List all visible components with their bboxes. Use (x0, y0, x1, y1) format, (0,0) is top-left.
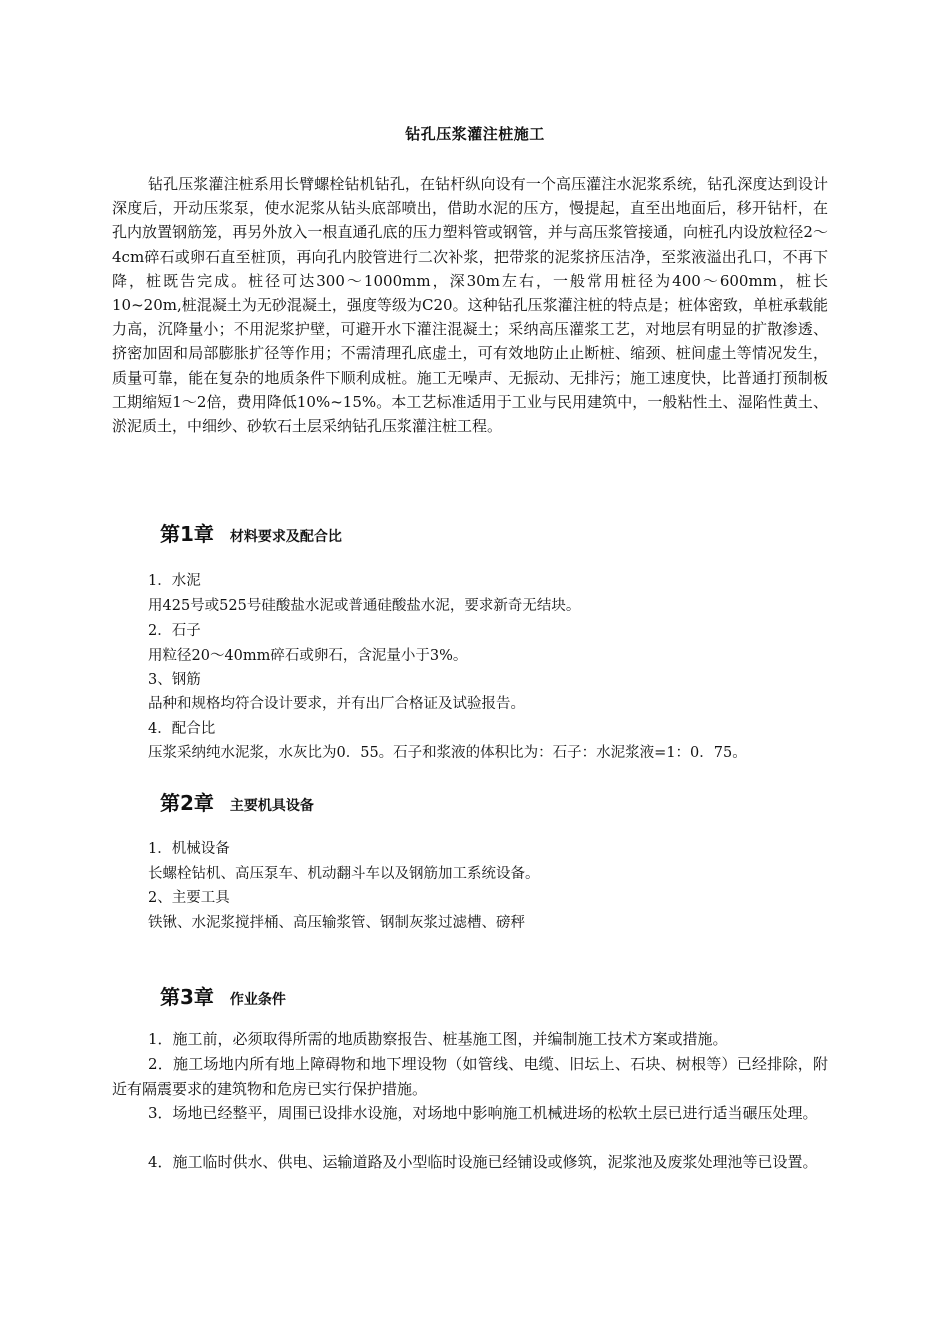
ch1-line: 品种和规格均符合设计要求，并有出厂合格证及试验报告。 (148, 696, 525, 712)
chapter-3-heading (160, 981, 286, 1010)
ch1-line: 用粒径20～40mm碎石或卵石，含泥量小于3%。 (148, 648, 468, 664)
ch2-line: 2、主要工具 (148, 890, 230, 906)
ch3-item: 1．施工前，必须取得所需的地质勘察报告、桩基施工图，并编制施工技术方案或措施。 (148, 1030, 728, 1048)
ch1-line: 4．配合比 (148, 721, 216, 737)
chapter-2-heading (160, 787, 314, 816)
intro-paragraph: 钻孔压浆灌注桩系用长臂螺栓钻机钻孔，在钻杆纵向设有一个高压灌注水泥浆系统，钻孔深度达到设计深度后，开动压浆泵，使水泥浆从钻头底部喷出，借助水泥的压方，慢提起，直至出地面后，移开钻杆，在孔内放置钢筋笼，再另外放入一根直通孔底的压力塑料管或钢管，并与高压浆管接通，向桩孔内设放粒径2～4cm碎石或卵石直至桩顶，再向孔内胶管进行二次补浆，把带浆的泥浆挤压洁净，至浆液溢出孔口，不再下降，桩既告完成。桩径可达300～1000mm，深30m左右，一般常用桩径为400～600mm，桩长10~20m,桩混凝土为无砂混凝土，强度等级为C20。这种钻孔压浆灌注桩的特点是；桩体密致，单桩承载能力高，沉降量小；不用泥浆护壁，可避开水下灌注混凝土；采纳高压灌浆工艺，对地层有明显的扩散渗透、挤密加固和局部膨胀扩径等作用；不需清理孔底虚土，可有效地防止止断桩、缩颈、桩间虚土等情况发生，质量可靠，能在复杂的地质条件下顺利成桩。施工无噪声、无振动、无排污；施工速度快，比普通打预制板工期缩短1～2倍，费用降低10%~15%。本工艺标准适用于工业与民用建筑中，一般粘性土、湿陷性黄土、淤泥质土，中细纱、砂软石土层采纳钻孔压浆灌注桩工程。 (112, 175, 828, 436)
ch1-line: 2．石子 (148, 623, 201, 639)
ch2-line: 长螺栓钻机、高压泵车、机动翻斗车以及钢筋加工系统设备。 (148, 866, 540, 882)
ch2-line: 1．机械设备 (148, 841, 230, 857)
ch3-item: 3．场地已经整平，周围已设排水设施，对场地中影响施工机械进场的松软土层已进行适当碾压处理。 (148, 1104, 818, 1122)
document-title: 钻孔压浆灌注桩施工 (405, 125, 545, 143)
chapter-1-number: 第1章 (160, 522, 214, 546)
ch1-line: 用425号或525号硅酸盐水泥或普通硅酸盐水泥，要求新奇无结块。 (148, 598, 581, 614)
ch1-line: 压浆采纳纯水泥浆，水灰比为0．55。石子和浆液的体积比为：石子：水泥浆液=1：0．75。 (148, 745, 747, 761)
chapter-2-title: 主要机具设备 (229, 798, 314, 814)
chapter-1-heading (160, 518, 342, 547)
chapter-2-number: 第2章 (160, 791, 214, 815)
chapter-3-title: 作业条件 (229, 992, 286, 1008)
ch1-line: 3、钢筋 (148, 672, 201, 688)
chapter-1-title: 材料要求及配合比 (229, 529, 342, 545)
ch2-line: 铁锹、水泥浆搅拌桶、高压输浆管、钢制灰浆过滤槽、磅秤 (148, 915, 525, 931)
ch1-line: 1．水泥 (148, 573, 201, 589)
ch3-item: 4．施工临时供水、供电、运输道路及小型临时设施已经铺设或修筑，泥浆池及废浆处理池等已设置。 (148, 1153, 818, 1171)
chapter-3-number: 第3章 (160, 985, 214, 1009)
ch3-item: 2．施工场地内所有地上障碍物和地下埋设物（如管线、电缆、旧坛上、石块、树根等）已经排除，附近有隔震要求的建筑物和危房已实行保护措施。 (112, 1055, 828, 1098)
